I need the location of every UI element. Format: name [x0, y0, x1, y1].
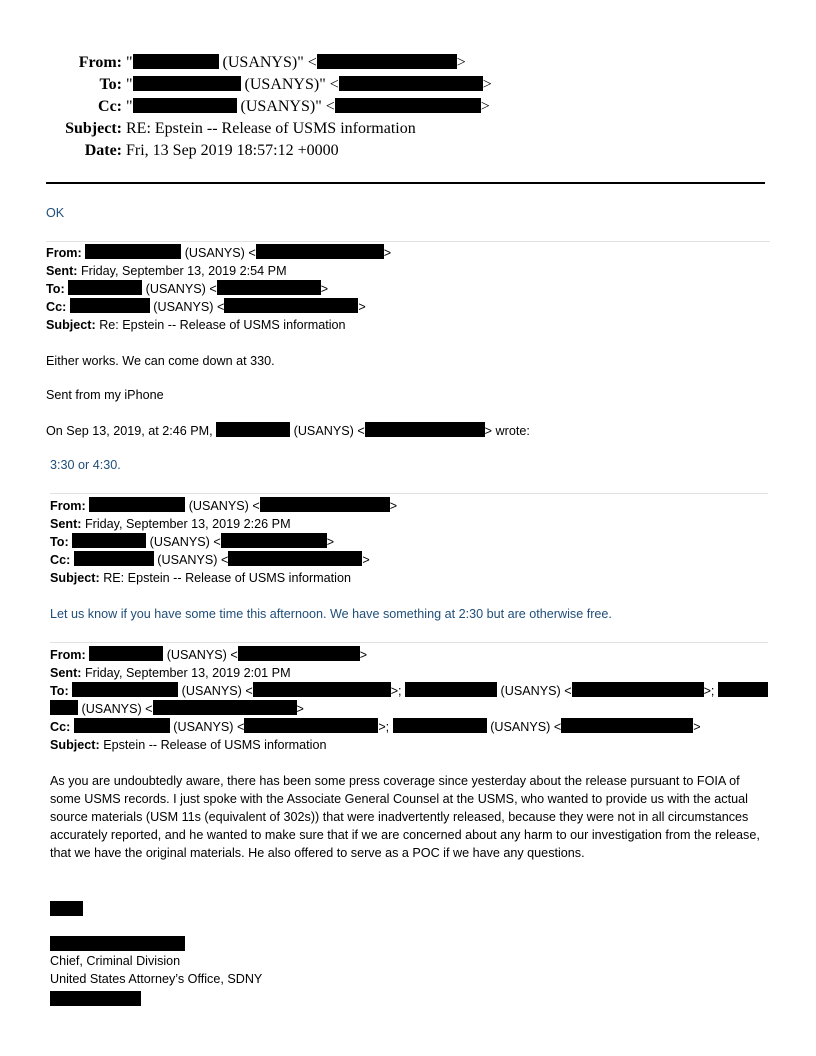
msg3-cc-org: (USANYS) <	[490, 720, 562, 734]
redaction-block	[153, 700, 297, 715]
redaction-block	[133, 54, 219, 69]
msg3-to-row	[50, 682, 768, 700]
message-divider	[50, 493, 768, 494]
msg2-cc-label: Cc:	[50, 553, 71, 567]
header-from-label: From:	[78, 54, 122, 71]
msg3-cc-separator: >;	[378, 720, 390, 734]
msg1-from-label: From:	[46, 246, 82, 260]
redaction-block	[253, 682, 391, 697]
msg1-from-row: From: (USANYS) < >	[46, 246, 392, 260]
msg2-to-label: To:	[50, 535, 69, 549]
redaction-block	[405, 682, 497, 697]
redaction-block	[260, 497, 390, 512]
on-wrote-org: (USANYS) <	[293, 424, 365, 438]
header-to-label: To:	[99, 76, 122, 93]
msg3-cc-label: Cc:	[50, 720, 71, 734]
msg2-to-row: To: (USANYS) < >	[50, 535, 335, 549]
redaction-block	[244, 718, 378, 733]
redaction-block	[216, 422, 290, 437]
header-date-row	[0, 140, 339, 162]
msg1-from-org: (USANYS) <	[184, 246, 256, 260]
msg3-from-row: From: (USANYS) < >	[50, 648, 368, 662]
msg1-cc-row: Cc: (USANYS) < >	[46, 300, 366, 314]
msg1-to-org: (USANYS) <	[145, 282, 217, 296]
redaction-block	[70, 298, 150, 313]
header-from-org: (USANYS)" <	[222, 54, 317, 71]
msg3-cc-close: >	[693, 720, 701, 734]
on-wrote-suffix: > wrote:	[484, 424, 530, 438]
header-to-org: (USANYS)" <	[244, 76, 339, 93]
msg3-to-org: (USANYS) <	[181, 684, 253, 698]
msg2-to-org: (USANYS) <	[149, 535, 221, 549]
msg3-sent-row	[50, 664, 291, 682]
header-subject-row	[0, 118, 416, 140]
message-divider	[46, 241, 770, 242]
message-divider	[50, 642, 768, 643]
redaction-block	[89, 646, 163, 661]
msg1-subject-label: Subject:	[46, 318, 96, 332]
redaction-block	[217, 280, 321, 295]
msg2-from-label: From:	[50, 499, 86, 513]
header-subject-label: Subject:	[65, 120, 122, 137]
redaction-block	[221, 533, 327, 548]
msg2-subject-label: Subject:	[50, 571, 100, 585]
redaction-block	[335, 98, 481, 113]
header-cc-org: (USANYS)" <	[240, 98, 335, 115]
redaction-block	[228, 551, 362, 566]
redaction-block	[133, 76, 241, 91]
redaction-block	[50, 700, 78, 715]
msg3-from-label: From:	[50, 648, 86, 662]
msg1-on-wrote	[46, 422, 530, 440]
redaction-block	[224, 298, 358, 313]
msg2-subject-row	[50, 569, 351, 587]
header-divider	[46, 182, 765, 184]
redaction-block	[72, 682, 178, 697]
header-from-row: From: " (USANYS)" < >	[0, 52, 466, 74]
signature-title: Chief, Criminal Division	[50, 954, 181, 968]
msg3-subject-row	[50, 736, 326, 754]
redaction-block	[50, 936, 185, 951]
msg1-sent-row	[46, 262, 287, 280]
header-to-row: To: " (USANYS)" < >	[0, 74, 492, 96]
msg2-sent: Friday, September 13, 2019 2:26 PM	[84, 517, 291, 531]
msg3-sent: Friday, September 13, 2019 2:01 PM	[84, 666, 291, 680]
msg3-sent-label: Sent:	[50, 666, 82, 680]
header-cc-label: Cc:	[98, 98, 122, 115]
redaction-block	[572, 682, 704, 697]
reply-body: OK	[46, 206, 65, 220]
msg3-to-org: (USANYS) <	[81, 702, 153, 716]
header-date-label: Date:	[84, 142, 122, 159]
msg3-to-close: >	[296, 702, 304, 716]
redaction-block	[89, 497, 185, 512]
redaction-block	[317, 54, 457, 69]
msg2-sent-row	[50, 515, 291, 533]
msg3-to-separator: >;	[390, 684, 402, 698]
redaction-block	[74, 551, 154, 566]
redaction-block	[68, 280, 142, 295]
header-subject: RE: Epstein -- Release of USMS information	[126, 120, 416, 137]
msg3-subject-label: Subject:	[50, 738, 100, 752]
msg2-from-org: (USANYS) <	[188, 499, 260, 513]
msg2-body: Let us know if you have some time this afternoon. We have something at 2:30 but are otherwise free.	[50, 607, 612, 621]
msg1-cc-label: Cc:	[46, 300, 67, 314]
msg1-to-label: To:	[46, 282, 65, 296]
header-date: Fri, 13 Sep 2019 18:57:12 +0000	[126, 142, 339, 159]
msg2-cc-org: (USANYS) <	[157, 553, 229, 567]
msg3-cc-row	[50, 718, 701, 736]
msg3-to-label: To:	[50, 684, 69, 698]
signature-office: United States Attorney’s Office, SDNY	[50, 972, 263, 986]
redaction-block	[50, 991, 141, 1006]
msg3-to-row-cont	[50, 700, 304, 718]
msg1-sent: Friday, September 13, 2019 2:54 PM	[80, 264, 287, 278]
msg1-cc-org: (USANYS) <	[153, 300, 225, 314]
msg1-sent-label: Sent:	[46, 264, 78, 278]
msg1-to-row: To: (USANYS) < >	[46, 282, 329, 296]
msg1-subject-row	[46, 316, 346, 334]
msg3-to-org: (USANYS) <	[500, 684, 572, 698]
header-cc-row: Cc: " (USANYS)" < >	[0, 96, 490, 118]
msg2-subject: RE: Epstein -- Release of USMS information	[103, 571, 351, 585]
msg3-to-separator: >;	[703, 684, 715, 698]
redaction-block	[133, 98, 237, 113]
msg3-from-org: (USANYS) <	[166, 648, 238, 662]
msg1-body: Either works. We can come down at 330.	[46, 354, 275, 368]
redaction-block	[339, 76, 483, 91]
msg3-cc-org: (USANYS) <	[173, 720, 245, 734]
redaction-block	[72, 533, 146, 548]
redaction-block	[256, 244, 384, 259]
redaction-block	[238, 646, 360, 661]
msg2-from-row: From: (USANYS) < >	[50, 499, 398, 513]
msg3-subject: Epstein -- Release of USMS information	[103, 738, 327, 752]
msg3-body: As you are undoubtedly aware, there has been some press coverage since yesterday about the release pursuant to FOIA of some USMS records. I just spoke with the Associate General Counsel at the USMS, who wanted to provide us with the actual source materials (USM 11s (equivalent of 302s)) that were inadvertently released, because they were not in all circumstances accurately reported, and he wanted to make sure that if we are concerned about any harm to our investigation from the release, that we have the original materials. He also offered to serve as a POC if we have any questions.	[50, 774, 760, 860]
redaction-block	[561, 718, 693, 733]
on-wrote-prefix: On Sep 13, 2019, at 2:46 PM,	[46, 424, 213, 438]
msg1-subject: Re: Epstein -- Release of USMS information	[99, 318, 346, 332]
redaction-block	[718, 682, 768, 697]
redaction-block	[365, 422, 485, 437]
msg1-signature: Sent from my iPhone	[46, 388, 164, 402]
redaction-block	[50, 901, 83, 916]
redaction-block	[85, 244, 181, 259]
redaction-block	[393, 718, 487, 733]
msg2-sent-label: Sent:	[50, 517, 82, 531]
quote1-body: 3:30 or 4:30.	[50, 458, 121, 472]
redaction-block	[74, 718, 170, 733]
msg2-cc-row: Cc: (USANYS) < >	[50, 553, 370, 567]
